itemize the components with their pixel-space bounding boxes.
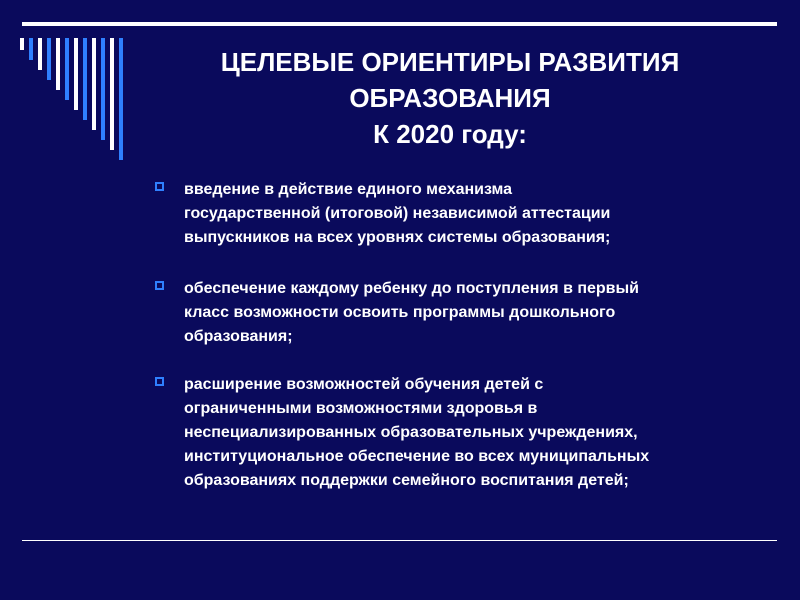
deco-bar <box>119 38 123 160</box>
bullet-text: обеспечение каждому ребенку до поступления в первый <box>184 280 640 297</box>
bullet-text: государственной (итоговой) независимой аттестации <box>184 205 611 222</box>
deco-bar <box>101 38 105 140</box>
deco-bar <box>29 38 33 60</box>
bullet-text: ограниченными возможностями здоровья в <box>184 400 538 417</box>
deco-bar <box>74 38 78 110</box>
bullet-text: класс возможности освоить программы дошкольного <box>184 304 616 321</box>
deco-bar <box>56 38 60 90</box>
bottom-divider <box>22 540 777 541</box>
bullet-item <box>155 373 755 493</box>
deco-bar <box>92 38 96 130</box>
deco-bar <box>65 38 69 100</box>
bullet-item <box>155 178 755 250</box>
bullet-text-block <box>184 373 755 493</box>
decorative-bars <box>0 0 140 170</box>
bullet-text: выпускников на всех уровнях системы образования; <box>184 229 611 246</box>
bullet-text: введение в действие единого механизма <box>184 181 513 198</box>
slide-title <box>150 44 750 152</box>
deco-bar <box>38 38 42 70</box>
bullet-item <box>155 277 755 349</box>
title-line: ЦЕЛЕВЫЕ ОРИЕНТИРЫ РАЗВИТИЯ <box>220 47 680 77</box>
bullet-list <box>155 178 755 493</box>
bullet-text: образования; <box>184 328 293 345</box>
bullet-text: образованиях поддержки семейного воспитания детей; <box>184 472 629 489</box>
bullet-text: неспециализированных образовательных учреждениях, <box>184 424 638 441</box>
deco-bar <box>110 38 114 150</box>
bullet-text: институциональное обеспечение во всех муниципальных <box>184 448 650 465</box>
title-line: ОБРАЗОВАНИЯ <box>349 83 551 113</box>
square-bullet-icon <box>155 182 164 191</box>
bullet-text: расширение возможностей обучения детей с <box>184 376 544 393</box>
square-bullet-icon <box>155 377 164 386</box>
title-line: К 2020 году: <box>373 119 527 149</box>
deco-bar <box>47 38 51 80</box>
deco-bar <box>83 38 87 120</box>
square-bullet-icon <box>155 281 164 290</box>
deco-bar <box>20 38 24 50</box>
